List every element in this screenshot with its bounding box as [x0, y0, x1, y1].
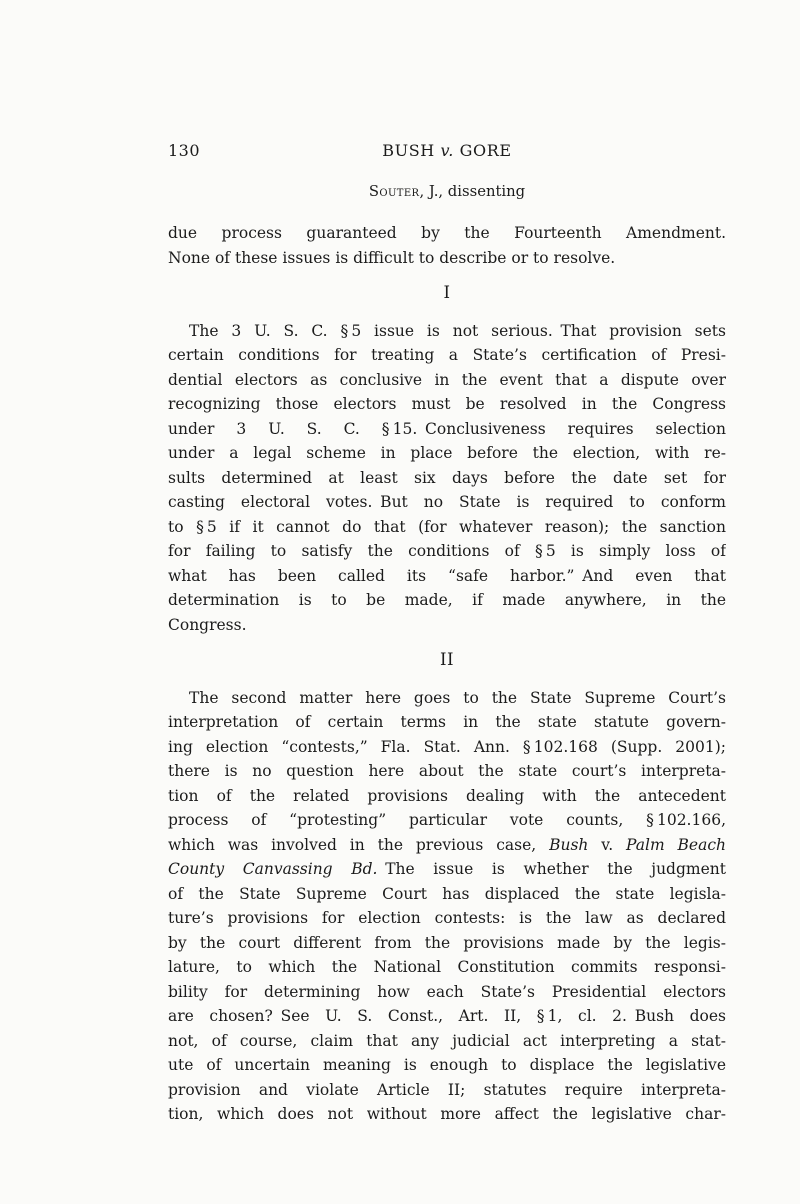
text-segment: tion of the related provisions dealing with the antecedent — [168, 786, 726, 805]
text-segment: Congress. — [168, 615, 247, 634]
section-heading: I — [443, 283, 451, 302]
opinion-body — [168, 221, 726, 1127]
text-segment: are chosen? See U. S. Const., Art. II, § 1, cl. 2. Bush does — [168, 1007, 726, 1025]
text-column — [168, 141, 726, 1127]
text-segment: ture’s provisions for election contests: is the law as declared — [168, 909, 726, 927]
text-segment: not, of course, claim that any judicial act interpreting a stat- — [168, 1031, 726, 1050]
text-segment: GORE — [453, 141, 512, 160]
text-segment: BUSH — [382, 141, 441, 160]
italic-text: County Canvassing Bd. — [168, 860, 378, 878]
text-line — [168, 392, 726, 417]
text-line — [168, 417, 726, 442]
text-line — [168, 710, 726, 735]
text-line — [168, 833, 726, 858]
page-header — [168, 141, 726, 160]
text-segment: v. — [588, 835, 627, 854]
text-segment: under a legal scheme in place before the election, with re- — [168, 444, 726, 462]
italic-text: v. — [440, 141, 454, 160]
text-line — [168, 686, 726, 711]
text-segment: determination is to be made, if made anywhere, in the — [168, 591, 726, 609]
text-segment: under 3 U. S. C. § 15. Conclusiveness requires selection — [168, 419, 726, 438]
text-line — [168, 1004, 726, 1029]
text-line — [168, 784, 726, 809]
text-line — [168, 906, 726, 931]
text-line — [168, 931, 726, 956]
text-segment: due process guaranteed by the Fourteenth Amendment. — [168, 224, 726, 242]
text-segment: dential electors as conclusive in the event that a dispute over — [168, 370, 726, 389]
page-number: 130 — [168, 141, 201, 160]
text-segment: , J., dissenting — [419, 183, 526, 200]
text-segment: of the State Supreme Court has displaced the state legisla- — [168, 884, 726, 903]
text-segment: The issue is whether the judgment — [377, 860, 726, 878]
text-segment: provision and violate Article II; statutes require interpreta- — [168, 1080, 726, 1099]
text-line — [168, 613, 726, 638]
text-line — [168, 735, 726, 760]
text-line — [168, 441, 726, 466]
smallcaps-text: Souter — [368, 183, 420, 200]
text-line — [168, 857, 726, 882]
text-line — [168, 882, 726, 907]
text-line — [168, 588, 726, 613]
text-line — [168, 759, 726, 784]
text-line — [168, 343, 726, 368]
text-segment: The 3 U. S. C. § 5 issue is not serious. That provision sets — [189, 321, 726, 340]
text-line — [168, 980, 726, 1005]
text-line — [168, 1053, 726, 1078]
text-segment: None of these issues is difficult to describe or to resolve. — [168, 248, 616, 267]
text-line — [168, 1102, 726, 1127]
text-line — [168, 1029, 726, 1054]
text-segment: by the court different from the provisions made by the legis- — [168, 933, 726, 952]
opinion-subheading — [168, 183, 726, 200]
text-line — [168, 466, 726, 491]
text-segment: process of “protesting” particular vote counts, § 102.166, — [168, 811, 726, 829]
text-line — [168, 319, 726, 344]
text-segment: bility for determining how each State’s Presidential electors — [168, 982, 726, 1001]
text-segment: which was involved in the previous case, — [168, 835, 550, 854]
text-segment: lature, to which the National Constitution commits responsi- — [168, 958, 726, 976]
text-segment: The second matter here goes to the State Supreme Court’s — [189, 688, 726, 707]
italic-text: Bush — [549, 835, 589, 854]
text-line — [168, 368, 726, 393]
text-line — [168, 564, 726, 589]
section-heading: II — [439, 650, 455, 669]
text-segment: interpretation of certain terms in the state statute govern- — [168, 713, 726, 731]
text-segment: what has been called its “safe harbor.” And even that — [168, 566, 726, 585]
text-segment: casting electoral votes. But no State is required to conform — [168, 493, 726, 511]
text-line — [168, 539, 726, 564]
text-line — [168, 246, 726, 271]
text-segment: ute of uncertain meaning is enough to displace the legislative — [168, 1056, 726, 1074]
text-segment: for failing to satisfy the conditions of § 5 is simply loss of — [168, 542, 726, 560]
text-line — [168, 490, 726, 515]
text-segment: certain conditions for treating a State’s certification of Presi- — [168, 346, 726, 364]
text-line — [168, 515, 726, 540]
text-segment: there is no question here about the state court’s interpreta- — [168, 762, 726, 780]
italic-text: Palm Beach — [626, 835, 726, 854]
text-line — [168, 1078, 726, 1103]
running-title — [382, 141, 511, 160]
text-line — [168, 955, 726, 980]
text-segment: ing election “contests,” Fla. Stat. Ann. § 102.168 (Supp. 2001); — [168, 737, 726, 756]
text-segment: sults determined at least six days before the date set for — [168, 468, 726, 487]
text-segment: tion, which does not without more affect the legislative char- — [168, 1105, 726, 1123]
text-segment: recognizing those electors must be resolved in the Congress — [168, 395, 726, 413]
text-segment: to § 5 if it cannot do that (for whatever reason); the sanction — [168, 517, 726, 536]
text-line — [168, 808, 726, 833]
text-line — [168, 221, 726, 246]
